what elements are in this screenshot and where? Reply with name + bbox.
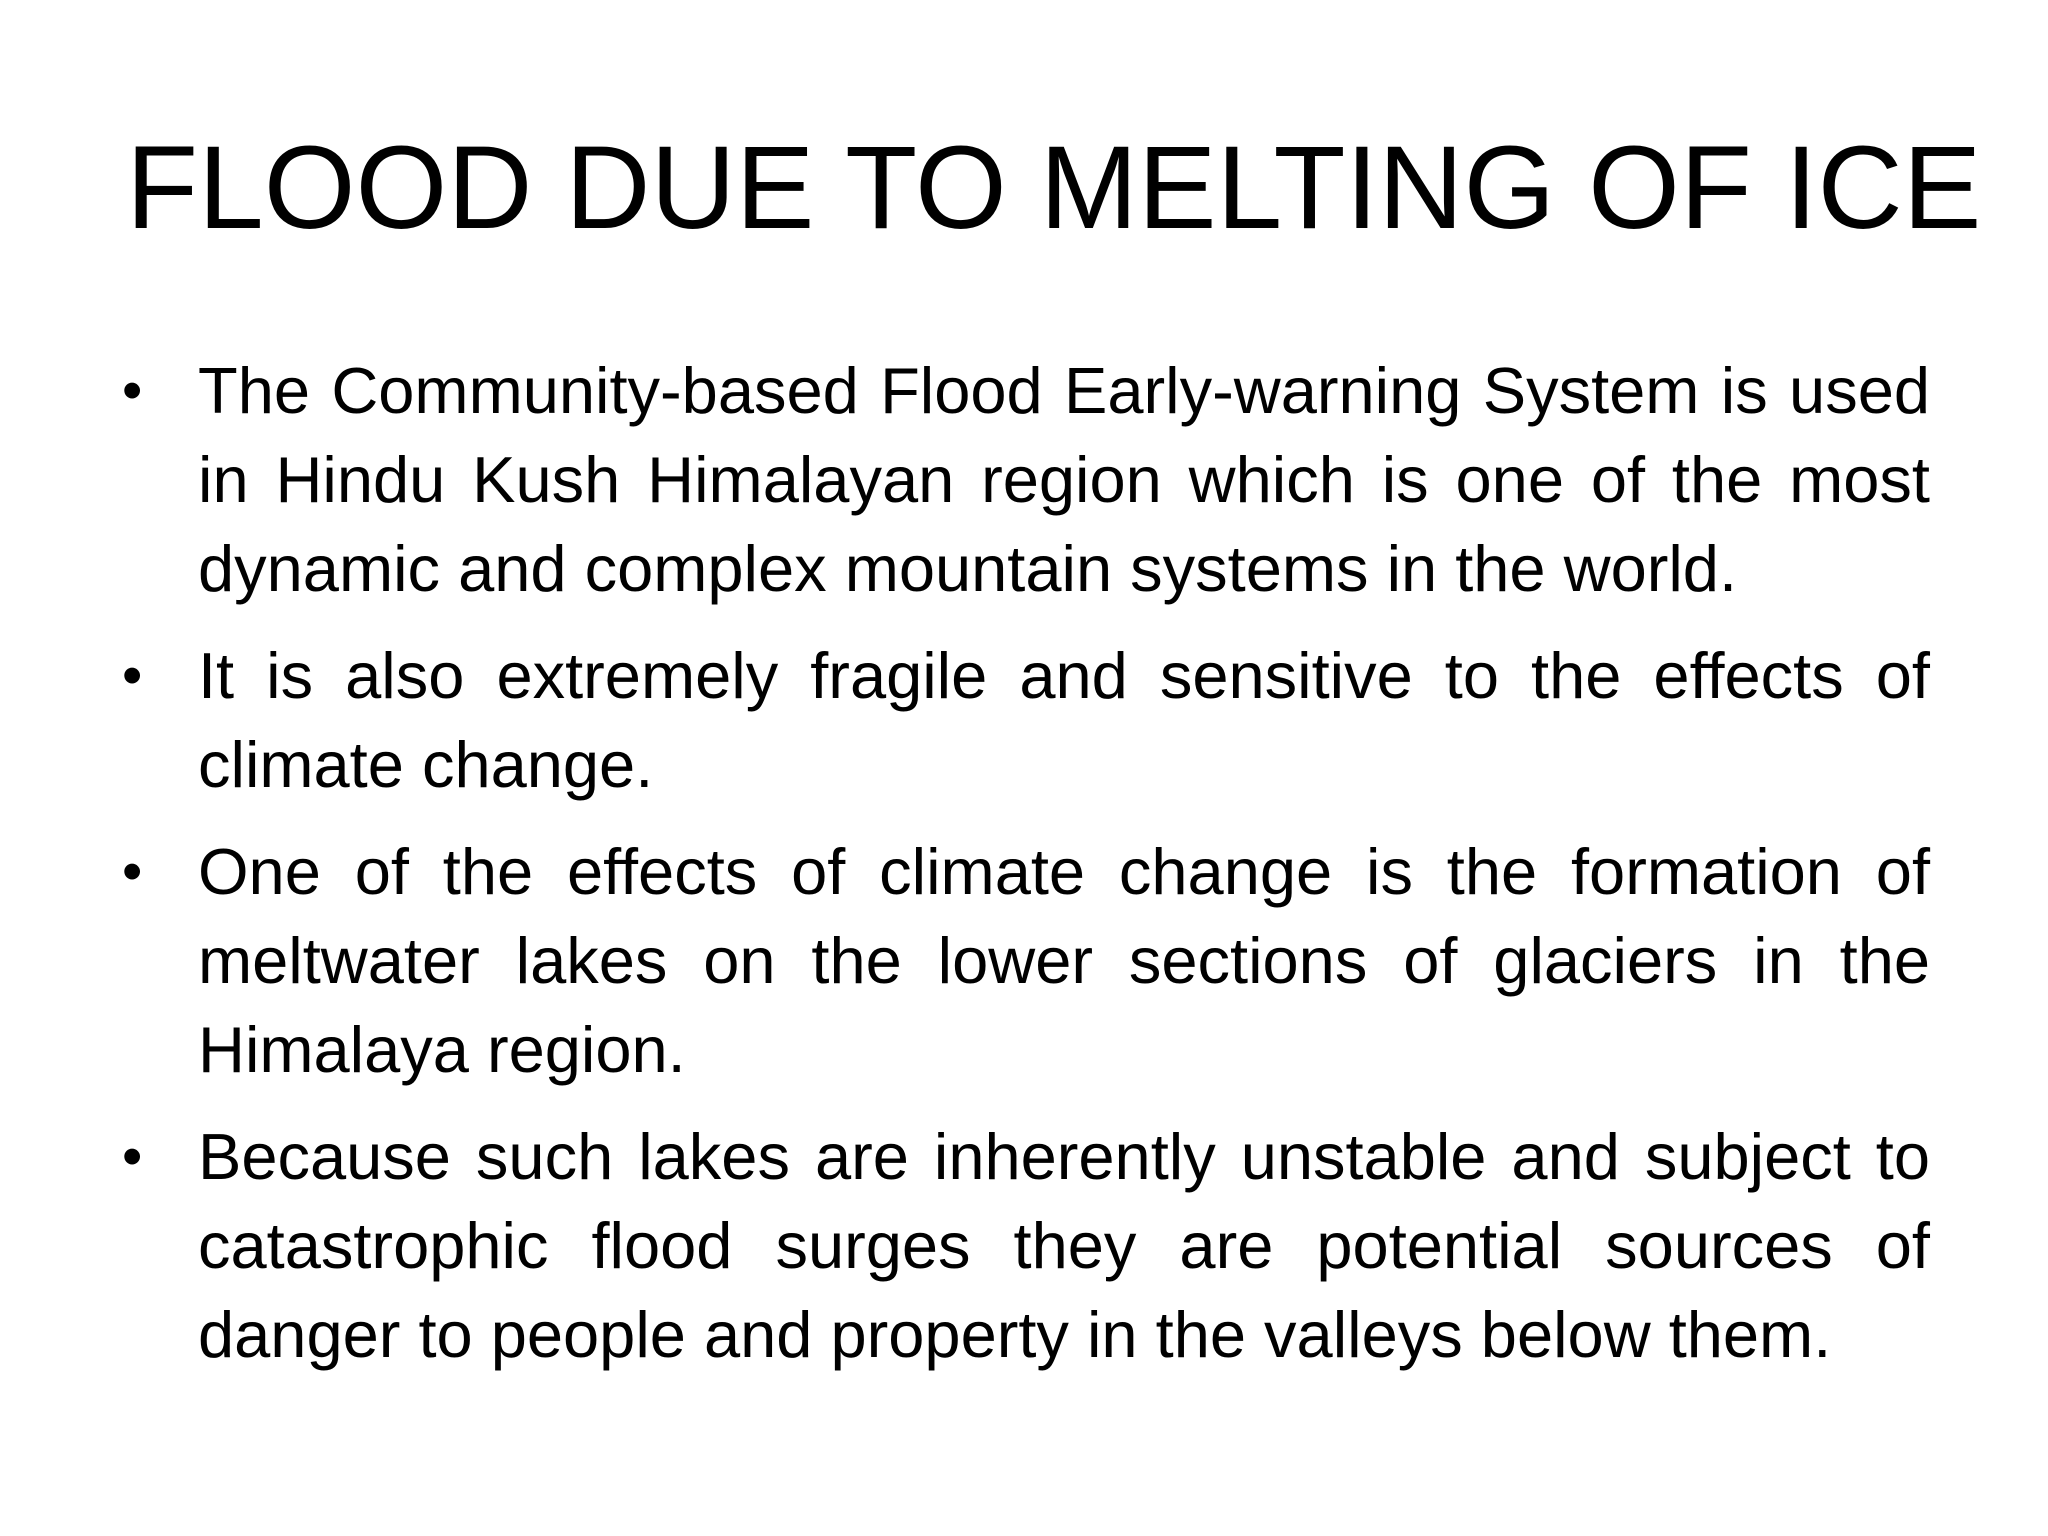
bullet-marker: • bbox=[122, 643, 143, 708]
bullet-list bbox=[120, 346, 1930, 1397]
bullet-item-fragile-climate bbox=[120, 631, 1930, 809]
bullet-item-flood-danger bbox=[120, 1112, 1930, 1379]
bullet-item-community-warning-system bbox=[120, 346, 1930, 613]
slide-title: FLOOD DUE TO MELTING OF ICE bbox=[126, 122, 1982, 254]
bullet-text: It is also extremely fragile and sensitive to the effects of climate change. bbox=[198, 639, 1930, 801]
bullet-item-meltwater-lakes bbox=[120, 827, 1930, 1094]
bullet-text: Because such lakes are inherently unstable and subject to catastrophic flood surges they are potential sources of danger to people and property in the valleys below them. bbox=[198, 1120, 1930, 1371]
bullet-marker: • bbox=[122, 839, 143, 904]
bullet-text: The Community-based Flood Early-warning System is used in Hindu Kush Himalayan region which is one of the most dynamic and complex mountain systems in the world. bbox=[198, 354, 1930, 605]
bullet-marker: • bbox=[122, 358, 143, 423]
bullet-text: One of the effects of climate change is the formation of meltwater lakes on the lower sections of glaciers in the Himalaya region. bbox=[198, 835, 1930, 1086]
bullet-marker: • bbox=[122, 1124, 143, 1189]
